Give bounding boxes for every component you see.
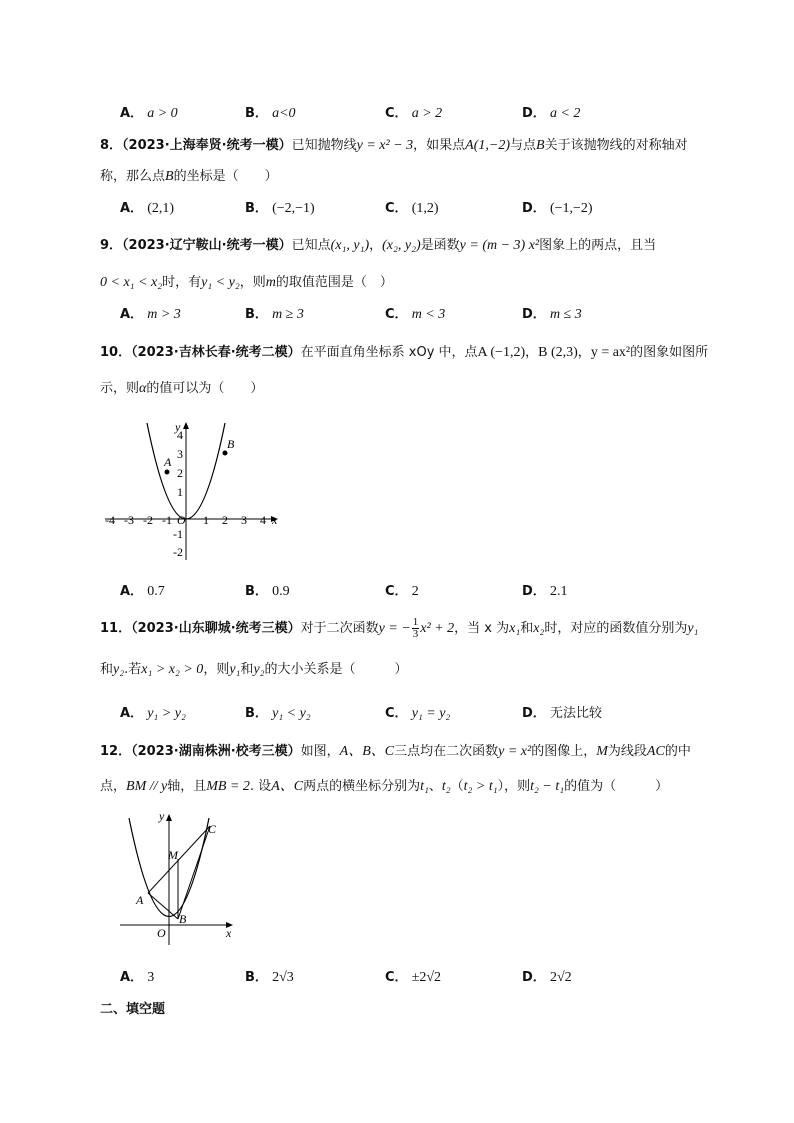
question-text: 为线段 [607, 744, 647, 759]
q10-option-b [245, 580, 290, 600]
question-text: ， [577, 345, 591, 360]
section-title: 二、填空题 [100, 1002, 166, 1017]
question-text: ，当 x 为 [454, 621, 510, 636]
option-label: A． [120, 584, 144, 599]
option-text: 2.1 [549, 584, 568, 599]
q11-line-1 [100, 617, 698, 640]
question-source: （2023·湖南株洲·校考三模） [131, 744, 301, 759]
x-tick-label: 3 [241, 513, 247, 527]
option-label: C． [385, 584, 408, 599]
question-number: 9． [100, 238, 123, 253]
q10-option-c [385, 580, 419, 600]
option-text: a<0 [272, 106, 296, 121]
q9-option-d [522, 303, 582, 323]
x-axis-label: x [272, 513, 278, 527]
x-tick-label: -4 [105, 513, 115, 527]
question-text: 的坐标是（ ） [173, 169, 278, 184]
y-tick-label: 2 [177, 466, 183, 480]
option-text: (2,1) [147, 201, 175, 216]
point-b-label: B [179, 912, 187, 926]
option-label: B． [245, 706, 268, 721]
q9-option-b [245, 303, 304, 323]
q10-line-2 [100, 377, 263, 397]
y-tick-label: 4 [177, 428, 183, 442]
y-tick-label: -1 [173, 527, 183, 541]
question-text: 时，有 [162, 275, 202, 290]
y-tick-label: 1 [177, 485, 183, 499]
question-number: 10． [100, 345, 132, 360]
fraction-numerator: 1 [412, 616, 419, 628]
option-label: B． [245, 584, 268, 599]
question-source: （2023·辽宁鞍山·统考一模） [122, 238, 292, 253]
origin-label: O [157, 926, 166, 940]
option-label: D． [522, 584, 546, 599]
question-text: 的值可以为（ ） [146, 381, 264, 396]
question-text: ，则 [239, 275, 266, 290]
option-label: A． [120, 201, 144, 216]
math: m [265, 275, 276, 290]
math: y = (m − 3) x² [459, 238, 540, 253]
question-text: 对于二次函数 [300, 621, 379, 636]
q12-option-c [385, 966, 441, 986]
option-text: y₁ = y₂ [411, 706, 451, 721]
question-text: 两点的横坐标分别为 [303, 779, 421, 794]
q11-option-a [120, 702, 186, 722]
q10-line-1 [100, 341, 708, 361]
option-text: m ≤ 3 [549, 307, 582, 322]
q9-option-c [385, 303, 445, 323]
question-source: （2023·上海奉贤·统考一模） [122, 138, 292, 153]
x-tick-label: 1 [203, 513, 209, 527]
y-axis-arrow-icon [183, 422, 189, 429]
option-text: a > 2 [411, 106, 443, 121]
option-label: C． [385, 201, 408, 216]
segment-ab [148, 893, 178, 919]
math: t₂ [441, 779, 451, 794]
math: x₂ [533, 621, 545, 636]
question-text: 关于该抛物线的对称轴对 [544, 138, 688, 153]
question-source: （2023·吉林长春·统考二模） [131, 345, 301, 360]
math: y₁ < y₂ [201, 275, 240, 290]
question-text: 称，那么点 [100, 169, 166, 184]
option-text: 2√2 [549, 970, 572, 985]
math: 0 < x₁ < x₂ [100, 275, 163, 290]
math: M [596, 744, 608, 759]
point-b-label: B [227, 437, 235, 451]
question-text: ，则 [203, 662, 230, 677]
option-label: D． [522, 106, 546, 121]
option-text: a > 0 [147, 106, 178, 121]
question-text: 在平面直角坐标系 xOy 中，点 [300, 345, 478, 360]
q10-option-d [522, 580, 567, 600]
q12-line-1 [100, 740, 691, 760]
question-number: 12． [100, 744, 132, 759]
math: y₂ [113, 662, 125, 677]
question-source: （2023·山东聊城·统考三模） [131, 621, 301, 636]
point-b [223, 451, 228, 456]
option-label: A． [120, 106, 144, 121]
fraction [412, 617, 420, 640]
option-label: B． [245, 201, 268, 216]
math: y = x² − 3 [356, 138, 414, 153]
question-text: ， [525, 345, 539, 360]
question-text: 是函数 [420, 238, 460, 253]
q8-option-a [120, 197, 174, 217]
point-m-label: M [168, 848, 178, 862]
option-text: (−1,−2) [549, 201, 593, 216]
question-text: 三点均在二次函数 [394, 744, 499, 759]
question-text: （ [450, 779, 464, 794]
math: A、C [271, 779, 304, 794]
option-text: (−2,−1) [272, 201, 315, 216]
question-text: 的大小关系是（ ） [264, 662, 408, 677]
math: B [536, 138, 545, 153]
math: B [165, 169, 174, 184]
math: A、B、C [339, 744, 395, 759]
option-text: y₁ > y₂ [147, 706, 186, 721]
y-tick-label: -2 [173, 545, 183, 559]
q8-line-2 [100, 165, 278, 185]
q8-option-d [522, 197, 593, 217]
math: t₂ − t₁ [530, 779, 565, 794]
point-a-label: A [164, 455, 172, 469]
q11-option-c [385, 702, 450, 722]
x-tick-label: 2 [222, 513, 228, 527]
option-text: 无法比较 [549, 706, 602, 721]
question-number: 11． [100, 621, 132, 636]
q10-parabola-figure [100, 420, 285, 562]
option-label: C． [385, 970, 408, 985]
option-text: 0.9 [272, 584, 290, 599]
q12-option-b [245, 966, 294, 986]
math: x₁ > x₂ > 0 [141, 662, 204, 677]
question-text: 与点 [510, 138, 537, 153]
math: α [139, 381, 147, 396]
option-text: m < 3 [411, 307, 446, 322]
option-text: y₁ < y₂ [272, 706, 311, 721]
option-label: B． [245, 106, 268, 121]
math: x² + 2 [420, 621, 455, 636]
y-axis-label: y [175, 420, 181, 434]
q8-line-1 [100, 134, 688, 154]
question-text: 示，则 [100, 381, 140, 396]
q11-line-2 [100, 658, 408, 678]
question-text: 的取值范围是（ ） [275, 275, 393, 290]
question-text: 时，对应的函数值分别为 [544, 621, 688, 636]
x-axis-label: x [226, 926, 232, 940]
q11-option-d [522, 702, 602, 721]
question-text: 和 [240, 662, 254, 677]
y-tick-label: 3 [177, 447, 183, 461]
math: (x₂, y₂) [382, 238, 421, 253]
q12-option-d [522, 966, 572, 986]
option-label: A． [120, 970, 144, 985]
x-tick-label: -2 [143, 513, 153, 527]
question-text: ），则 [497, 779, 531, 794]
math: (x₁, y₁) [330, 238, 370, 253]
y-axis-label: y [159, 810, 165, 823]
question-text: ，如果点 [413, 138, 466, 153]
question-number: 8． [100, 138, 123, 153]
q7-option-a [120, 102, 178, 122]
question-text: 如图， [300, 744, 340, 759]
option-text: 2 [411, 584, 419, 599]
option-label: D． [522, 970, 546, 985]
question-text: .若 [124, 662, 142, 677]
x-tick-label: -1 [162, 513, 172, 527]
option-text: ±2√2 [411, 970, 442, 985]
option-label: C． [385, 106, 408, 121]
math: AC [646, 744, 665, 759]
question-text: ， [369, 238, 383, 253]
math: y₂ [253, 662, 265, 677]
option-label: D． [522, 706, 546, 721]
q7-option-b [245, 102, 296, 122]
q9-line-1 [100, 234, 656, 254]
option-text: m > 3 [147, 307, 181, 322]
math: y = x² [498, 744, 532, 759]
point-a [165, 470, 170, 475]
option-text: 0.7 [147, 584, 165, 599]
math: x₁ [509, 621, 521, 636]
question-text: 轴，且 [167, 779, 207, 794]
segment-bc [178, 826, 210, 919]
question-text: . 设 [249, 779, 272, 794]
question-text: 已知点 [291, 238, 331, 253]
option-label: D． [522, 307, 546, 322]
math: A (−1,2) [477, 345, 526, 360]
question-text: 、 [428, 779, 442, 794]
math: y = ax² [590, 345, 631, 360]
math: t₁ [420, 779, 429, 794]
question-text: 图象上的两点，且当 [539, 238, 657, 253]
option-text: a < 2 [549, 106, 581, 121]
question-text: 的值为（ ） [564, 779, 669, 794]
math: B (2,3) [538, 345, 578, 360]
x-tick-label: -3 [124, 513, 134, 527]
question-text: 的图像上， [531, 744, 597, 759]
fraction-denominator: 3 [412, 628, 419, 640]
origin-label: O [177, 513, 186, 527]
segment-ac [148, 826, 210, 893]
option-label: C． [385, 307, 408, 322]
question-text: 的图象如图所 [630, 345, 709, 360]
q12-parabola-figure [115, 810, 240, 945]
question-text: 的中 [664, 744, 691, 759]
q12-option-a [120, 966, 154, 986]
q12-line-2 [100, 775, 668, 795]
option-text: 2√3 [272, 970, 294, 985]
option-label: D． [522, 201, 546, 216]
math: MB = 2 [206, 779, 250, 794]
question-text: 已知抛物线 [291, 138, 357, 153]
q10-option-a [120, 580, 165, 600]
question-text: 和 [520, 621, 534, 636]
option-label: B． [245, 307, 268, 322]
q8-option-b [245, 197, 315, 217]
q7-option-d [522, 102, 580, 122]
point-a-label: A [136, 893, 144, 907]
option-label: B． [245, 970, 268, 985]
q7-option-c [385, 102, 442, 122]
math: y₁ [687, 621, 699, 636]
option-text: 3 [147, 970, 155, 985]
x-tick-label: 4 [260, 513, 266, 527]
q11-option-b [245, 702, 311, 722]
q9-line-2 [100, 271, 393, 291]
option-label: A． [120, 307, 144, 322]
option-text: m ≥ 3 [272, 307, 304, 322]
math: BM // y [126, 779, 168, 794]
question-text: 和 [100, 662, 114, 677]
point-c-label: C [208, 822, 217, 836]
y-axis-arrow-icon [166, 814, 172, 821]
option-label: C． [385, 706, 408, 721]
question-text: 点， [100, 779, 127, 794]
math: y₁ [229, 662, 241, 677]
q8-option-c [385, 197, 439, 217]
q9-option-a [120, 303, 181, 323]
math: A(1,−2) [465, 138, 510, 153]
math: y = − [378, 621, 411, 636]
option-label: A． [120, 706, 144, 721]
math: t₂ > t₁ [463, 779, 498, 794]
option-text: (1,2) [411, 201, 439, 216]
